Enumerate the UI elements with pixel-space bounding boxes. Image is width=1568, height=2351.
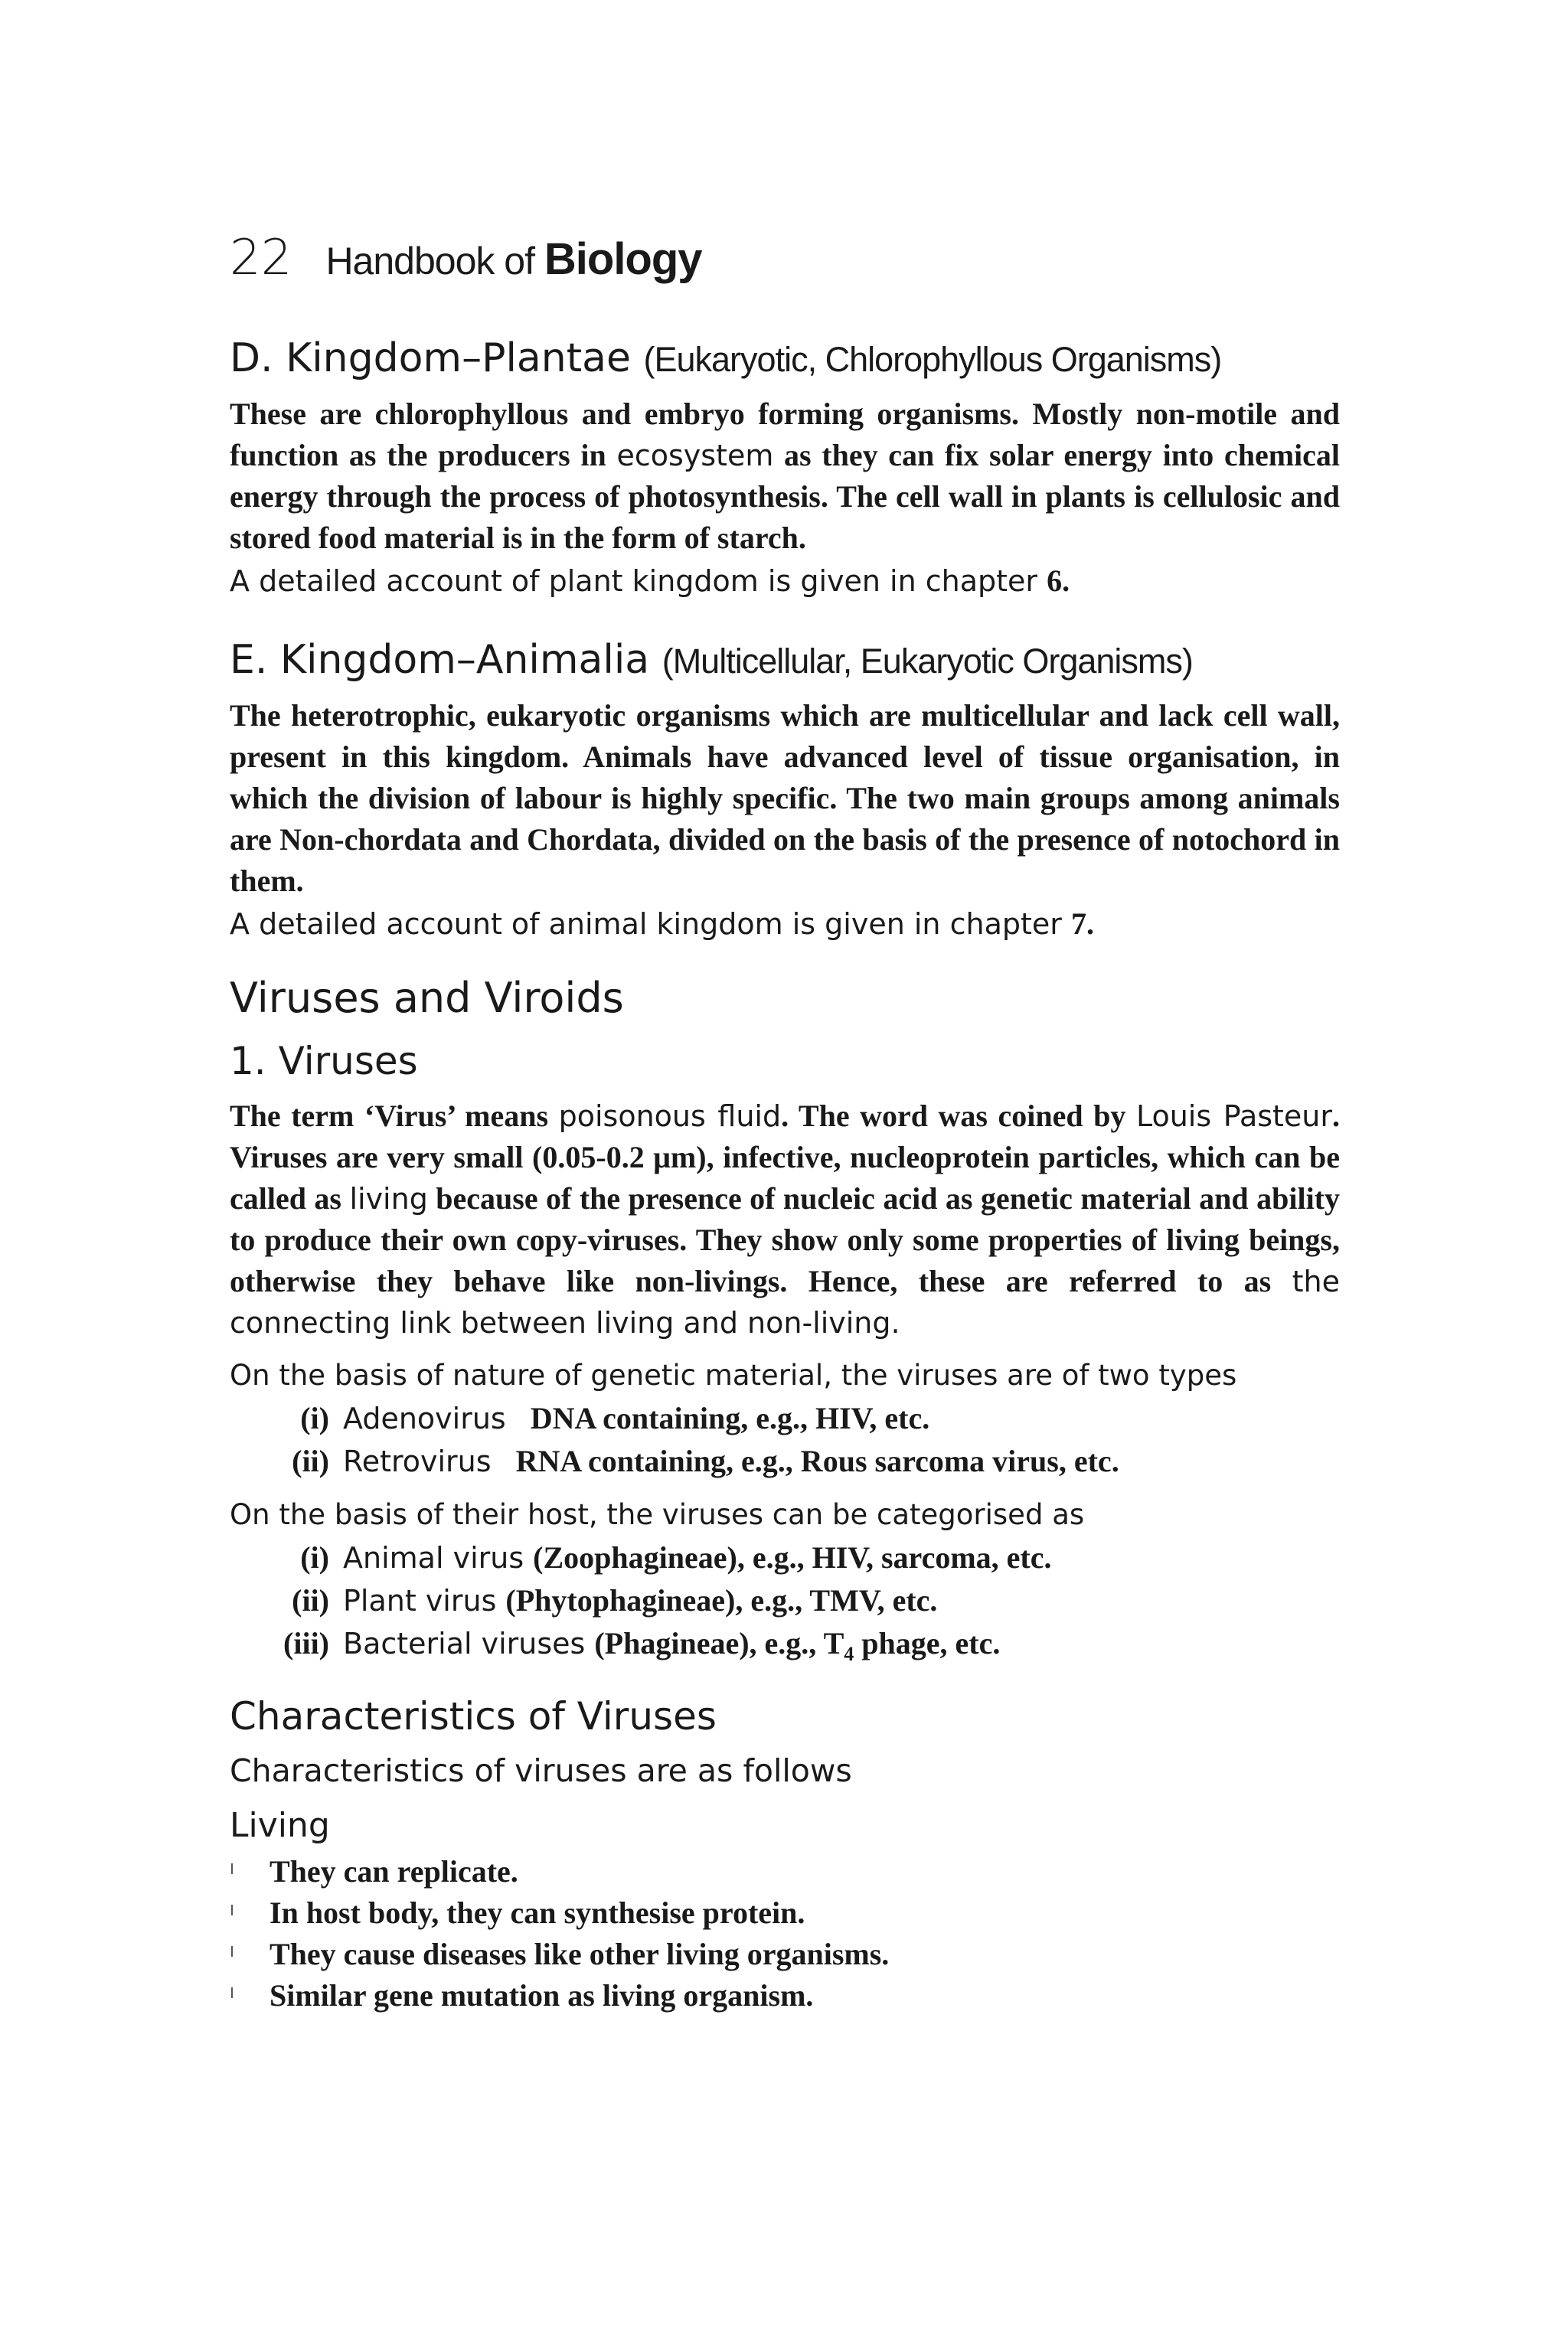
page (230, 230, 1340, 2016)
viruses-term-pasteur: Louis Pasteur (1135, 1099, 1333, 1133)
plantae-para-term: ecosystem (616, 439, 774, 472)
viruses-term-living: living (349, 1182, 428, 1216)
animalia-heading-note: (Multicellular, Eukaryotic Organisms) (662, 642, 1193, 681)
animalia-chapter-note (230, 903, 1340, 945)
list-term: Retrovirus (343, 1445, 492, 1478)
viruses-p3: . Viruses are very small (0.05-0.2 μm), infective, nucleoprotein particles, which can be called as (230, 1099, 1341, 1216)
list-item (230, 1440, 1340, 1483)
list-desc (594, 1622, 1000, 1676)
list-item (230, 1851, 1340, 1892)
subscript: 4 (844, 1643, 854, 1665)
bullet-text: Similar gene mutation as living organism. (270, 1978, 814, 2013)
viruses-subheading: 1. Viruses (230, 1039, 418, 1083)
list-desc: (Zoophagineae), e.g., HIV, sarcoma, etc. (533, 1540, 1052, 1575)
host-list (230, 1536, 1340, 1676)
list-item (230, 1397, 1340, 1440)
list-item (230, 1892, 1340, 1934)
viruses-p2: . The word was coined by (781, 1099, 1126, 1133)
list-marker: (ii) (292, 1444, 329, 1478)
animalia-heading (230, 637, 1340, 683)
list-desc: (Phytophagineae), e.g., TMV, etc. (505, 1583, 938, 1618)
characteristics-intro: Characteristics of viruses are as follows (230, 1752, 852, 1789)
characteristics-heading: Characteristics of Viruses (230, 1694, 717, 1739)
book-title-prefix: Handbook of (325, 240, 534, 282)
list-item (230, 1975, 1340, 2016)
viruses-p1: The term ‘Virus’ means (230, 1099, 549, 1133)
page-number: 22 (230, 230, 292, 286)
list-marker: (iii) (283, 1626, 329, 1660)
list-item (230, 1579, 1340, 1622)
list-desc: RNA containing, e.g., Rous sarcoma virus, etc. (515, 1444, 1119, 1478)
plantae-heading (230, 335, 1340, 381)
plantae-para-a: These are chlorophyllous and embryo forming organisms. Mostly non-motile and function as the producers in (230, 397, 1340, 472)
list-term: Plant virus (343, 1584, 497, 1618)
plantae-note-num: 6. (1047, 563, 1070, 598)
viruses-viroids-heading: Viruses and Viroids (230, 974, 624, 1022)
living-bullet-list (230, 1851, 1340, 2016)
viruses-term-connecting-link: the connecting link between living and non-living. (230, 1265, 1341, 1340)
animalia-heading-text: E. Kingdom–Animalia (230, 637, 650, 683)
list-term: Bacterial viruses (343, 1627, 586, 1660)
list-desc-b: phage, etc. (861, 1626, 1001, 1660)
list-item (230, 1622, 1340, 1676)
genetic-material-intro: On the basis of nature of genetic material, the viruses are of two types (230, 1359, 1237, 1392)
host-intro: On the basis of their host, the viruses can be categorised as (230, 1498, 1085, 1531)
bullet-text: They can replicate. (270, 1854, 518, 1889)
plantae-paragraph (230, 393, 1340, 559)
plantae-heading-text: D. Kingdom–Plantae (230, 335, 631, 381)
viruses-term-poisonous: poisonous fluid (558, 1099, 782, 1133)
plantae-note-text: A detailed account of plant kingdom is given in chapter (230, 564, 1038, 598)
bullet-text: They cause diseases like other living organisms. (270, 1937, 890, 1971)
list-item (230, 1536, 1340, 1579)
list-item (230, 1934, 1340, 1975)
plantae-para-b: as they can fix solar energy into chemical energy through the process of photosynthesis. The cell wall in plants is cellulosic and stored food material is in the form of starch. (230, 438, 1340, 555)
animalia-note-text: A detailed account of animal kingdom is given in chapter (230, 907, 1062, 941)
book-title-main: Biology (544, 234, 702, 284)
viruses-paragraph (230, 1096, 1340, 1344)
list-marker: (ii) (292, 1583, 329, 1618)
viruses-p4: because of the presence of nucleic acid as genetic material and ability to produce their own copy-viruses. They show only some properties of living beings, otherwise they behave like non-livings. Hence, these are referred to as (230, 1181, 1341, 1298)
book-title (325, 233, 701, 285)
animalia-paragraph: The heterotrophic, eukaryotic organisms which are multicellular and lack cell wall, present in this kingdom. Animals have advanced level of tissue organisation, in which the division of labour is highly specific. The two main groups among animals are Non-chordata and Chordata, divided on the basis of the presence of notochord in them. (230, 698, 1340, 898)
list-term: Adenovirus (343, 1402, 506, 1435)
list-desc: DNA containing, e.g., HIV, etc. (530, 1401, 930, 1435)
list-marker: (i) (300, 1401, 329, 1435)
list-term: Animal virus (343, 1541, 524, 1575)
list-desc-a: (Phagineae), e.g., T (594, 1626, 844, 1660)
plantae-heading-note: (Eukaryotic, Chlorophyllous Organisms) (643, 340, 1222, 379)
plantae-chapter-note (230, 560, 1340, 602)
bullet-text: In host body, they can synthesise protein. (270, 1895, 805, 1930)
list-marker: (i) (300, 1540, 329, 1575)
running-head (230, 230, 1340, 286)
animalia-note-num: 7. (1070, 906, 1094, 941)
living-heading: Living (230, 1806, 330, 1845)
genetic-material-list (230, 1397, 1340, 1483)
